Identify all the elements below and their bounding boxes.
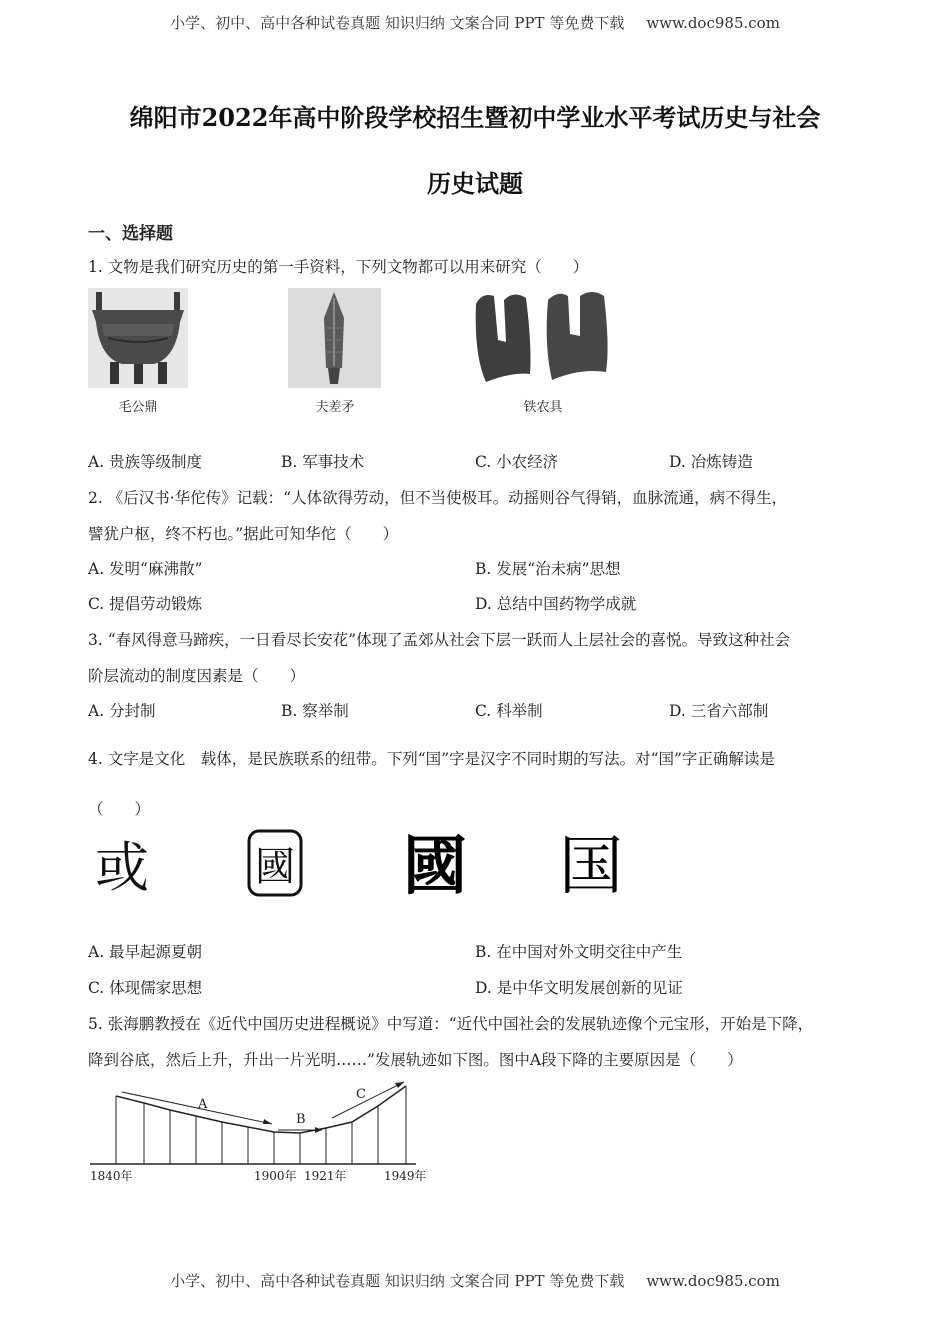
q2-stem-line1: 2. 《后汉书·华佗传》记载：“人体欲得劳动，但不当使极耳。动摇则谷气得销，血脉流通，病不得生， <box>88 489 788 507</box>
q1-option-c[interactable]: C. 小农经济 <box>475 453 559 471</box>
q1-option-b[interactable]: B. 军事技术 <box>281 453 365 471</box>
header-text: 小学、初中、高中各种试卷真题 知识归纳 文案合同 PPT 等免费下载 <box>170 14 625 32</box>
q1-stem: 1. 文物是我们研究历史的第一手资料，下列文物都可以用来研究（ ） <box>88 258 589 276</box>
caption-iron-tools: 铁农具 <box>523 400 563 415</box>
glyph-simplified-guo <box>558 826 624 898</box>
q4-option-d[interactable]: D. 是中华文明发展创新的见证 <box>475 979 683 997</box>
q4-stem-line2: （ ） <box>88 800 151 818</box>
segment-label-a: A <box>198 1097 208 1112</box>
q1-option-d[interactable]: D. 冶炼铸造 <box>669 453 753 471</box>
footer-text: 小学、初中、高中各种试卷真题 知识归纳 文案合同 PPT 等免费下载 <box>170 1272 625 1290</box>
segment-label-b: B <box>296 1112 306 1127</box>
section-heading: 一、选择题 <box>88 224 173 244</box>
q2-option-a[interactable]: A. 发明“麻沸散” <box>88 560 203 578</box>
axis-label-1900: 1900年 <box>254 1169 297 1183</box>
axis-label-1921: 1921年 <box>304 1169 347 1183</box>
fuchai-spear-image <box>288 288 381 388</box>
segment-label-c: C <box>356 1087 366 1102</box>
axis-label-1949: 1949年 <box>384 1169 427 1183</box>
exam-title: 绵阳市2022年高中阶段学校招生暨初中学业水平考试历史与社会 <box>129 103 821 132</box>
history-trajectory-diagram <box>86 1078 436 1186</box>
q2-stem-line2: 譬犹户枢，终不朽也。”据此可知华佗（ ） <box>88 525 399 543</box>
header-site-link[interactable]: www.doc985.com <box>646 14 780 32</box>
q4-stem-line1: 4. 文字是文化 载体，是民族联系的纽带。下列“国”字是汉字不同时期的写法。对“国”字正确解读是 <box>88 750 775 768</box>
q4-option-a[interactable]: A. 最早起源夏朝 <box>88 943 203 961</box>
maogong-ding-image <box>88 288 188 388</box>
glyph-oracle-guo <box>92 830 152 900</box>
caption-maogong-ding: 毛公鼎 <box>118 400 158 415</box>
footer-site-link[interactable]: www.doc985.com <box>646 1272 780 1290</box>
q2-option-d[interactable]: D. 总结中国药物学成就 <box>475 595 637 613</box>
caption-fuchai-spear: 夫差矛 <box>315 400 355 415</box>
q3-option-c[interactable]: C. 科举制 <box>475 702 543 720</box>
exam-subtitle: 历史试题 <box>427 169 523 198</box>
q3-option-a[interactable]: A. 分封制 <box>88 702 156 720</box>
page-footer <box>0 1270 950 1291</box>
glyph-oracle-text: 或 <box>95 836 149 899</box>
axis-label-1840: 1840年 <box>90 1169 133 1183</box>
page-header <box>0 12 950 33</box>
q3-option-d[interactable]: D. 三省六部制 <box>669 702 769 720</box>
q5-stem-line2: 降到谷底，然后上升，升出一片光明……”发展轨迹如下图。图中A段下降的主要原因是（ ） <box>88 1051 743 1069</box>
glyph-traditional-guo <box>402 826 468 898</box>
q3-stem-line2: 阶层流动的制度因素是（ ） <box>88 667 306 685</box>
q3-option-b[interactable]: B. 察举制 <box>281 702 349 720</box>
iron-farm-tools-image <box>468 286 618 388</box>
q4-option-b[interactable]: B. 在中国对外文明交往中产生 <box>475 943 683 961</box>
q4-option-c[interactable]: C. 体现儒家思想 <box>88 979 203 997</box>
glyph-bronze-text: 國 <box>255 844 295 890</box>
q3-stem-line1: 3. “春风得意马蹄疾，一日看尽长安花”体现了孟郊从社会下层一跃而人上层社会的喜悦。导致这种社会 <box>88 631 791 649</box>
q2-option-c[interactable]: C. 提倡劳动锻炼 <box>88 595 203 613</box>
q2-option-b[interactable]: B. 发展“治未病”思想 <box>475 560 621 578</box>
glyph-simplified-text: 国 <box>559 830 623 898</box>
glyph-traditional-text: 國 <box>403 829 467 898</box>
glyph-bronze-guo <box>244 826 306 900</box>
q1-option-a[interactable]: A. 贵族等级制度 <box>88 453 203 471</box>
q5-stem-line1: 5. 张海鹏教授在《近代中国历史进程概说》中写道：“近代中国社会的发展轨迹像个元宝形，开始是下降， <box>88 1015 814 1033</box>
